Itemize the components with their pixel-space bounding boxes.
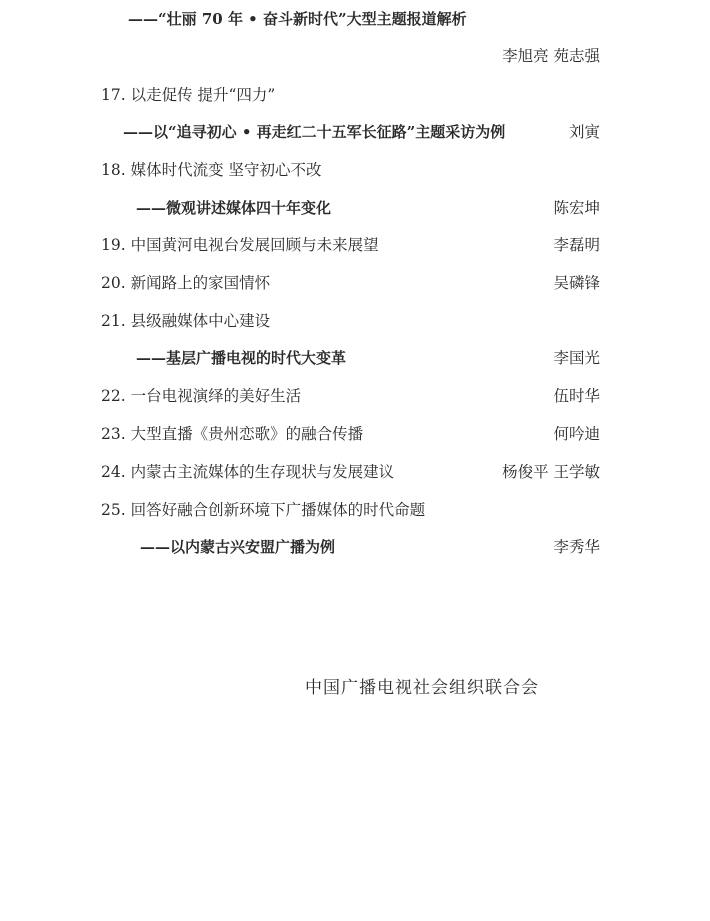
entry-author: 陈宏坤: [553, 199, 600, 217]
entry-subtitle: ——微观讲述媒体四十年变化: [136, 199, 332, 217]
entry-title: 23. 大型直播《贵州恋歌》的融合传播: [101, 425, 364, 443]
entry-author: 吴磷锋: [553, 274, 600, 292]
entry-title: 17. 以走促传 提升“四力”: [101, 86, 276, 104]
entry-title: 18. 媒体时代流变 坚守初心不改: [101, 161, 322, 179]
entry-title: 20. 新闻路上的家国情怀: [101, 274, 271, 292]
entry-author: 李国光: [553, 349, 600, 367]
entry-author: 李磊明: [553, 236, 600, 254]
entry-title: 25. 回答好融合创新环境下广播媒体的时代命题: [101, 501, 426, 519]
entry-author: 李旭亮 苑志强: [502, 47, 600, 65]
entry-title: 21. 县级融媒体中心建设: [101, 312, 271, 330]
entry-subtitle: ——以内蒙古兴安盟广播为例: [140, 538, 336, 556]
entry-title: 24. 内蒙古主流媒体的生存现状与发展建议: [101, 463, 395, 481]
entry-author: 伍时华: [553, 387, 600, 405]
entry-author: 杨俊平 王学敏: [502, 463, 600, 481]
entry-subtitle: ——“壮丽 70 年 • 奋斗新时代”大型主题报道解析: [128, 10, 467, 28]
entry-subtitle: ——以“追寻初心 • 再走红二十五军长征路”主题采访为例: [123, 123, 506, 141]
entry-author: 李秀华: [553, 538, 600, 556]
entry-title: 19. 中国黄河电视台发展回顾与未来展望: [101, 236, 379, 254]
entry-title: 22. 一台电视演绎的美好生活: [101, 387, 302, 405]
organization-name: 中国广播电视社会组织联合会: [305, 678, 539, 698]
entry-author: 何吟迪: [553, 425, 600, 443]
entry-subtitle: ——基层广播电视的时代大变革: [136, 349, 347, 367]
entry-author: 刘寅: [568, 123, 600, 141]
